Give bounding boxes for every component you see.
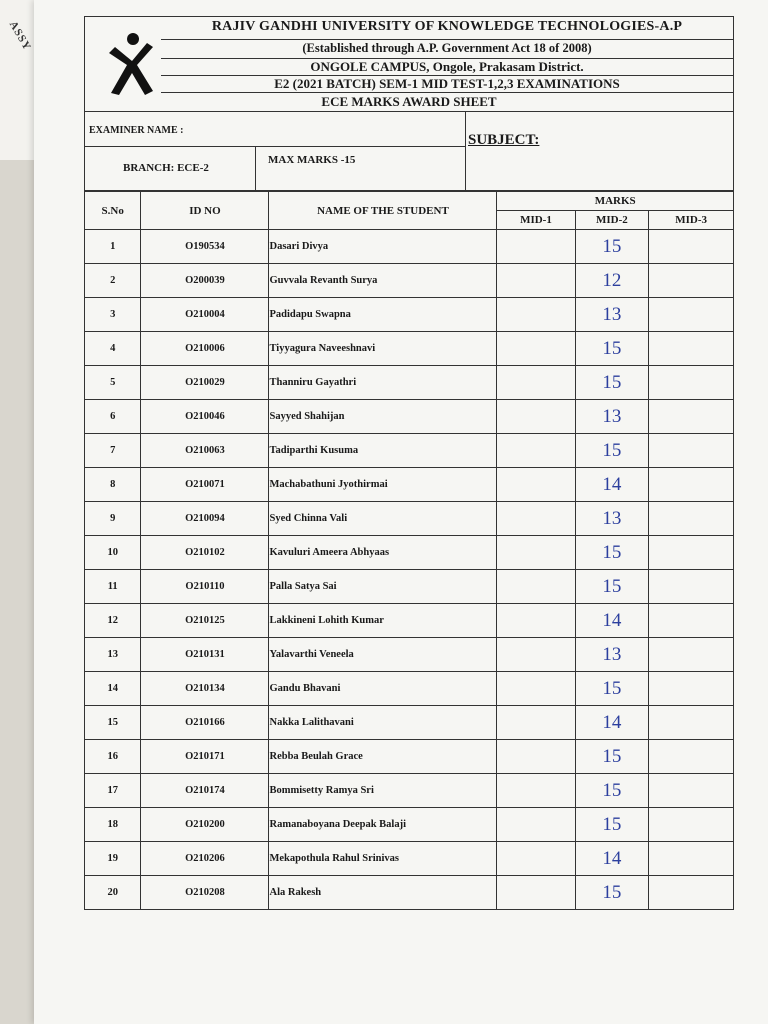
mid3-mark <box>649 808 734 842</box>
mid3-mark <box>649 672 734 706</box>
mid2-mark: 15 <box>575 774 649 808</box>
student-id: O210029 <box>141 366 269 400</box>
subject-label: SUBJECT: <box>468 132 540 148</box>
student-sno: 14 <box>85 672 141 706</box>
table-row <box>85 366 734 400</box>
mid1-mark <box>497 740 575 774</box>
mid1-mark <box>497 774 575 808</box>
student-name: Guvvala Revanth Surya <box>269 264 497 298</box>
mid1-mark <box>497 604 575 638</box>
mid3-mark <box>649 876 734 910</box>
student-sno: 13 <box>85 638 141 672</box>
student-id: O210071 <box>141 468 269 502</box>
student-sno: 6 <box>85 400 141 434</box>
student-name: Palla Satya Sai <box>269 570 497 604</box>
table-row <box>85 332 734 366</box>
mid3-mark <box>649 434 734 468</box>
mid3-mark <box>649 706 734 740</box>
student-name: Ala Rakesh <box>269 876 497 910</box>
column-header-id: ID NO <box>141 192 269 230</box>
table-row <box>85 672 734 706</box>
mid1-mark <box>497 230 575 264</box>
establishment-note: (Established through A.P. Government Act 18 of 2008) <box>302 41 592 55</box>
mid2-mark: 15 <box>575 570 649 604</box>
table-row <box>85 230 734 264</box>
student-rows <box>85 230 734 910</box>
student-id: O210125 <box>141 604 269 638</box>
student-name: Dasari Divya <box>269 230 497 264</box>
university-name: RAJIV GANDHI UNIVERSITY OF KNOWLEDGE TECHNOLOGIES-A.P <box>211 19 683 34</box>
mid2-mark: 15 <box>575 366 649 400</box>
mid1-mark <box>497 876 575 910</box>
student-sno: 2 <box>85 264 141 298</box>
table-row <box>85 502 734 536</box>
student-id: O200039 <box>141 264 269 298</box>
student-id: O210046 <box>141 400 269 434</box>
mid2-mark: 13 <box>575 298 649 332</box>
table-row <box>85 740 734 774</box>
mid2-mark: 12 <box>575 264 649 298</box>
mid3-mark <box>649 468 734 502</box>
mid1-mark <box>497 298 575 332</box>
table-row <box>85 468 734 502</box>
student-name: Tiyyagura Naveeshnavi <box>269 332 497 366</box>
mid2-mark: 13 <box>575 400 649 434</box>
mid1-mark <box>497 400 575 434</box>
document-header <box>84 16 734 112</box>
mid3-mark <box>649 502 734 536</box>
student-name: Padidapu Swapna <box>269 298 497 332</box>
student-id: O210110 <box>141 570 269 604</box>
mid3-mark <box>649 536 734 570</box>
column-header-mid2: MID-2 <box>575 211 649 230</box>
mid3-mark <box>649 400 734 434</box>
student-name: Bommisetty Ramya Sri <box>269 774 497 808</box>
student-name: Ramanaboyana Deepak Balaji <box>269 808 497 842</box>
student-name: Kavuluri Ameera Abhyaas <box>269 536 497 570</box>
student-name: Yalavarthi Veneela <box>269 638 497 672</box>
table-row <box>85 400 734 434</box>
mid1-mark <box>497 808 575 842</box>
mid2-mark: 14 <box>575 706 649 740</box>
table-row <box>85 536 734 570</box>
mid3-mark <box>649 842 734 876</box>
student-id: O210102 <box>141 536 269 570</box>
mid2-mark: 15 <box>575 808 649 842</box>
student-id: O210171 <box>141 740 269 774</box>
student-sno: 5 <box>85 366 141 400</box>
student-name: Tadiparthi Kusuma <box>269 434 497 468</box>
student-sno: 15 <box>85 706 141 740</box>
student-sno: 20 <box>85 876 141 910</box>
mid1-mark <box>497 570 575 604</box>
student-sno: 4 <box>85 332 141 366</box>
mid1-mark <box>497 842 575 876</box>
student-id: O210174 <box>141 774 269 808</box>
mid2-mark: 15 <box>575 740 649 774</box>
student-sno: 8 <box>85 468 141 502</box>
column-header-marks: MARKS <box>497 192 734 211</box>
mid1-mark <box>497 672 575 706</box>
student-sno: 11 <box>85 570 141 604</box>
marks-award-sheet <box>84 16 734 910</box>
table-row <box>85 604 734 638</box>
university-logo-icon <box>105 31 155 97</box>
marks-sheet-paper <box>34 0 768 1024</box>
student-id: O210206 <box>141 842 269 876</box>
table-row <box>85 298 734 332</box>
mid3-mark <box>649 230 734 264</box>
mid1-mark <box>497 502 575 536</box>
mid3-mark <box>649 264 734 298</box>
mid3-mark <box>649 740 734 774</box>
table-row <box>85 264 734 298</box>
student-id: O210208 <box>141 876 269 910</box>
student-name: Mekapothula Rahul Srinivas <box>269 842 497 876</box>
student-name: Syed Chinna Vali <box>269 502 497 536</box>
table-row <box>85 570 734 604</box>
mid1-mark <box>497 706 575 740</box>
mid2-mark: 15 <box>575 434 649 468</box>
student-id: O210166 <box>141 706 269 740</box>
mid1-mark <box>497 638 575 672</box>
table-row <box>85 638 734 672</box>
student-sno: 7 <box>85 434 141 468</box>
mid2-mark: 15 <box>575 876 649 910</box>
mid1-mark <box>497 332 575 366</box>
exam-info <box>84 112 734 191</box>
mid2-mark: 15 <box>575 332 649 366</box>
mid3-mark <box>649 774 734 808</box>
exam-title: E2 (2021 BATCH) SEM-1 MID TEST-1,2,3 EXAMINATIONS <box>274 76 620 91</box>
mid1-mark <box>497 536 575 570</box>
student-id: O210004 <box>141 298 269 332</box>
student-sno: 18 <box>85 808 141 842</box>
table-row <box>85 706 734 740</box>
student-id: O210131 <box>141 638 269 672</box>
branch-label: BRANCH: ECE-2 <box>123 162 209 174</box>
student-name: Rebba Beulah Grace <box>269 740 497 774</box>
student-sno: 10 <box>85 536 141 570</box>
student-id: O210094 <box>141 502 269 536</box>
column-header-name: NAME OF THE STUDENT <box>269 192 497 230</box>
mid3-mark <box>649 332 734 366</box>
mid2-mark: 15 <box>575 230 649 264</box>
max-marks-label: MAX MARKS -15 <box>268 154 356 166</box>
campus-name: ONGOLE CAMPUS, Ongole, Prakasam District. <box>310 59 584 74</box>
student-sno: 17 <box>85 774 141 808</box>
examiner-name-label: EXAMINER NAME : <box>89 125 184 136</box>
column-header-mid1: MID-1 <box>497 211 575 230</box>
mid3-mark <box>649 298 734 332</box>
table-row <box>85 842 734 876</box>
mid3-mark <box>649 366 734 400</box>
mid1-mark <box>497 468 575 502</box>
student-id: O190534 <box>141 230 269 264</box>
table-row <box>85 808 734 842</box>
student-sno: 12 <box>85 604 141 638</box>
student-name: Gandu Bhavani <box>269 672 497 706</box>
student-id: O210006 <box>141 332 269 366</box>
mid2-mark: 14 <box>575 468 649 502</box>
student-sno: 19 <box>85 842 141 876</box>
student-sno: 1 <box>85 230 141 264</box>
mid2-mark: 15 <box>575 672 649 706</box>
marks-table <box>84 191 734 910</box>
column-header-mid3: MID-3 <box>649 211 734 230</box>
mid2-mark: 14 <box>575 604 649 638</box>
student-sno: 9 <box>85 502 141 536</box>
mid1-mark <box>497 264 575 298</box>
mid2-mark: 14 <box>575 842 649 876</box>
student-name: Nakka Lalithavani <box>269 706 497 740</box>
mid1-mark <box>497 434 575 468</box>
table-row <box>85 876 734 910</box>
column-header-sno: S.No <box>85 192 141 230</box>
table-row <box>85 434 734 468</box>
underlying-page-text: ASSY <box>6 19 34 53</box>
student-id: O210200 <box>141 808 269 842</box>
student-sno: 3 <box>85 298 141 332</box>
mid3-mark <box>649 570 734 604</box>
sheet-title: ECE MARKS AWARD SHEET <box>321 94 497 109</box>
mid2-mark: 13 <box>575 638 649 672</box>
student-name: Machabathuni Jyothirmai <box>269 468 497 502</box>
student-id: O210063 <box>141 434 269 468</box>
table-row <box>85 774 734 808</box>
mid1-mark <box>497 366 575 400</box>
student-name: Sayyed Shahijan <box>269 400 497 434</box>
mid2-mark: 15 <box>575 536 649 570</box>
mid2-mark: 13 <box>575 502 649 536</box>
student-sno: 16 <box>85 740 141 774</box>
student-name: Lakkineni Lohith Kumar <box>269 604 497 638</box>
student-id: O210134 <box>141 672 269 706</box>
mid3-mark <box>649 638 734 672</box>
mid3-mark <box>649 604 734 638</box>
student-name: Thanniru Gayathri <box>269 366 497 400</box>
